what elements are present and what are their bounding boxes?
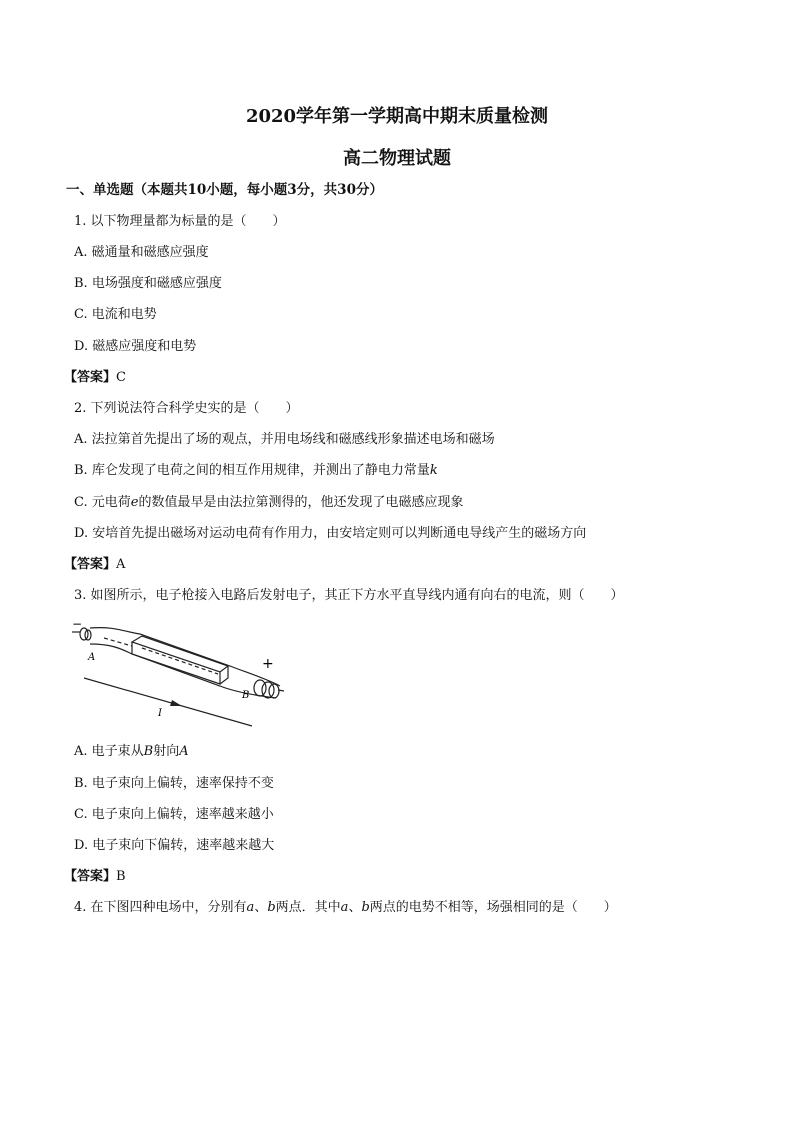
q1-answer	[64, 369, 126, 387]
option-text: A. 电子束从	[74, 744, 144, 759]
variable-a: a	[340, 900, 349, 915]
separator: 、	[348, 900, 362, 915]
variable-a: A	[179, 744, 189, 759]
variable-a: a	[246, 900, 255, 915]
label-a: A	[88, 652, 96, 663]
section-heading: 一、单选题（本题共10小题，每小题3分，共30分）	[66, 182, 383, 198]
answer-value: A	[116, 557, 126, 572]
q2-option-b	[74, 462, 438, 480]
electron-gun-diagram	[70, 620, 290, 730]
label-i: I	[158, 708, 162, 719]
q3-stem: 3. 如图所示，电子枪接入电路后发射电子，其正下方水平直导线内通有向右的电流，则（ ）	[74, 588, 624, 603]
q2-option-d: D. 安培首先提出磁场对运动电荷有作用力，由安培定则可以判断通电导线产生的磁场方向	[74, 526, 587, 541]
option-text: B. 库仑发现了电荷之间的相互作用规律，并测出了静电力常量	[74, 463, 430, 478]
q3-option-a	[74, 743, 189, 761]
q3-option-c: C. 电子束向上偏转，速率越来越小	[74, 807, 274, 822]
q1-option-b: B. 电场强度和磁感应强度	[74, 276, 222, 291]
q1-option-d: D. 磁感应强度和电势	[74, 339, 197, 354]
variable-e: e	[130, 495, 139, 510]
variable-b: b	[361, 900, 370, 915]
stem-text: 两点．其中	[275, 900, 341, 915]
page-subtitle: 高二物理试题	[343, 148, 451, 169]
stem-text: 两点的电势不相等，场强相同的是（ ）	[369, 900, 617, 915]
q2-option-a: A. 法拉第首先提出了场的观点，并用电场线和磁感线形象描述电场和磁场	[74, 432, 495, 447]
q4-stem	[74, 899, 617, 917]
q3-option-b: B. 电子束向上偏转，速率保持不变	[74, 776, 274, 791]
q3-option-d: D. 电子束向下偏转，速率越来越大	[74, 838, 275, 853]
option-text: C. 元电荷	[74, 495, 131, 510]
option-text: 的数值最早是由法拉第测得的，他还发现了电磁感应现象	[138, 495, 464, 510]
q1-stem: 1. 以下物理量都为标量的是（ ）	[74, 214, 286, 229]
variable-k: k	[429, 463, 438, 478]
q2-stem: 2. 下列说法符合科学史实的是（ ）	[74, 401, 299, 416]
answer-tag: 【答案】	[64, 869, 117, 884]
plus-sign: +	[262, 656, 274, 672]
answer-value: C	[116, 370, 126, 385]
q2-option-c	[74, 494, 463, 512]
q3-answer	[64, 868, 126, 886]
page-title: 2020学年第一学期高中期末质量检测	[245, 106, 549, 127]
q1-option-a: A. 磁通量和磁感应强度	[74, 245, 209, 260]
answer-tag: 【答案】	[64, 557, 117, 572]
q2-answer	[64, 556, 125, 574]
option-text: 射向	[153, 744, 180, 759]
minus-sign: −	[72, 620, 83, 631]
separator: 、	[254, 900, 268, 915]
stem-text: 4. 在下图四种电场中，分别有	[74, 900, 247, 915]
answer-tag: 【答案】	[64, 370, 117, 385]
answer-value: B	[116, 869, 126, 884]
label-b: B	[242, 690, 250, 701]
variable-b: b	[267, 900, 276, 915]
q1-option-c: C. 电流和电势	[74, 307, 157, 322]
variable-b: B	[143, 744, 154, 759]
